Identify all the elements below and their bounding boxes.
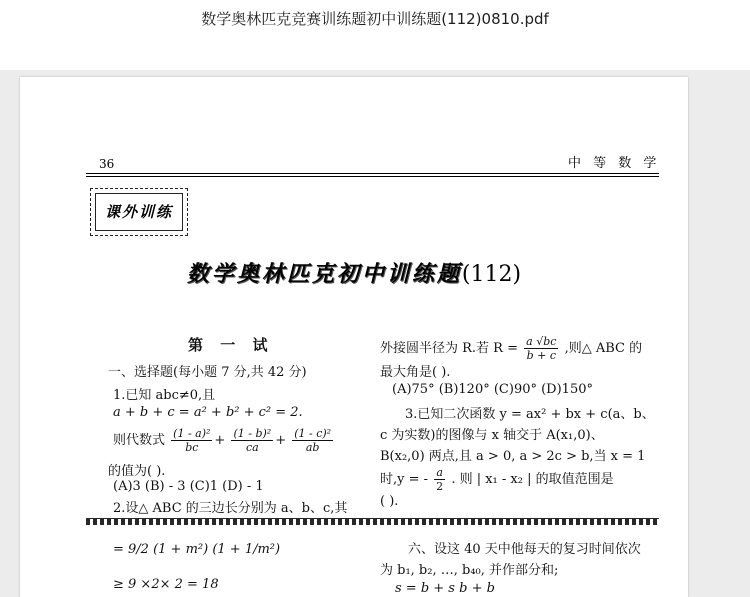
document-title: 数学奥林匹克竞赛训练题初中训练题(112)0810.pdf <box>201 10 549 28</box>
q1-expression-prefix: 则代数式 <box>113 433 166 448</box>
q2-radius-prefix: 外接圆半径为 R.若 R = <box>380 341 518 356</box>
bottom-left-line1: = 9/2 (1 + m²) (1 + 1/m²) <box>113 542 281 557</box>
bottom-left-line2: ≥ 9 ×2× 2 = 18 <box>113 577 219 592</box>
q3-line1: 3.已知二次函数 y = ax² + bx + c(a、b、 <box>405 407 655 422</box>
q2-radius-line <box>380 335 642 362</box>
q2-line2: 最大角是( ). <box>380 365 451 380</box>
section-box-label: 课外训练 <box>95 193 183 231</box>
q1-fraction-1-num: (1 - a)² <box>173 427 211 440</box>
q2-radius-suffix: ,则△ ABC 的 <box>564 341 643 356</box>
q2-line1: 2.设△ ABC 的三边长分别为 a、b、c,其 <box>113 501 348 516</box>
q1-fraction-2 <box>231 427 273 454</box>
q1-options: (A)3 (B) - 3 (C)1 (D) - 1 <box>113 479 264 494</box>
section-heading: 第 一 试 <box>188 336 274 354</box>
pdf-page <box>20 77 688 597</box>
q1-line4: 的值为( ). <box>108 464 166 479</box>
page-number: 36 <box>99 157 115 171</box>
q1-expression: 则代数式 $\frac{\text{(1 - a)²}}{bc}$ + $\frac{\text{(1 - b)²}}{ca}$ + $\frac{\text{(1 - c)²}}{ab}$ <box>113 427 332 454</box>
q1-fraction-1 <box>171 427 212 454</box>
q1-line2: a + b + c = a² + b² + c² = 2. <box>113 405 303 420</box>
bottom-right-line2: 为 b₁, b₂, …, b₄₀, 并作部分和; <box>380 563 559 578</box>
q3-fraction-den: 2 <box>436 480 444 493</box>
q1-fraction-2-den: ca <box>245 441 259 454</box>
q2-radius-fraction-num: a √bc <box>526 335 557 348</box>
q2-radius-fraction <box>524 335 558 362</box>
q3-fraction-num: a <box>434 466 445 480</box>
q1-fraction-3-den: ab <box>305 441 320 454</box>
q3-line4-prefix: 时,y = - <box>380 472 429 487</box>
part1-heading: 一、选择题(每小题 7 分,共 42 分) <box>108 365 307 380</box>
journal-name: 中 等 数 学 <box>568 156 661 171</box>
q1-fraction-3 <box>292 427 333 454</box>
q3-line2: c 为实数)的图像与 x 轴交于 A(x₁,0)、 <box>380 428 604 443</box>
q2-options: (A)75° (B)120° (C)90° (D)150° <box>392 382 593 397</box>
viewer-toolbar <box>0 0 750 70</box>
bottom-right-line1: 六、设这 40 天中他每天的复习时间依次 <box>408 542 641 557</box>
q3-line5: ( ). <box>380 494 399 509</box>
q1-fraction-3-num: (1 - c)² <box>294 427 332 440</box>
q3-line3: B(x₂,0) 两点,且 a > 0, a > 2c > b,当 x = 1 <box>380 449 646 464</box>
main-title-text: 数学奥林匹克初中训练题 <box>186 261 462 287</box>
q1-fraction-2-num: (1 - b)² <box>233 427 272 440</box>
header-rule <box>86 173 659 177</box>
q2-radius-fraction-den: b + c <box>526 349 556 362</box>
bottom-right-line3: s = b + s b + b <box>395 581 495 596</box>
main-title-number: (112) <box>461 262 522 287</box>
q1-fraction-1-den: bc <box>185 441 199 454</box>
main-title <box>20 257 688 288</box>
q1-line1: 1.已知 abc≠0,且 <box>113 388 216 403</box>
q3-line4-suffix: . 则 | x₁ - x₂ | 的取值范围是 <box>451 472 614 487</box>
q3-fraction <box>434 466 445 493</box>
wavy-divider <box>86 518 659 525</box>
q3-line4 <box>380 466 614 493</box>
